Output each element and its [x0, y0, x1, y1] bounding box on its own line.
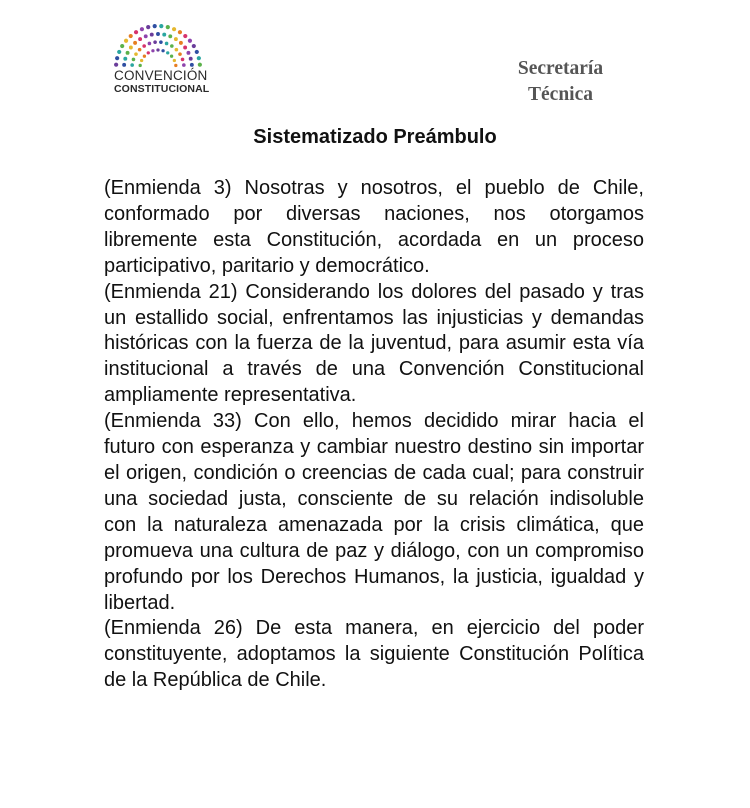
- logo-dot: [146, 25, 150, 29]
- logo-dot: [139, 64, 142, 67]
- logo-dot: [140, 27, 144, 31]
- department-label: Secretaría Técnica: [517, 58, 604, 105]
- logo-dot: [129, 34, 133, 38]
- logo-dot: [183, 34, 187, 38]
- logo-dot: [147, 51, 150, 54]
- logo-dot: [156, 32, 160, 36]
- logo-dot: [129, 46, 133, 50]
- logo-dot: [144, 34, 148, 38]
- logo-dot: [140, 59, 143, 62]
- convencion-logo: [108, 22, 218, 94]
- logo-dot: [120, 44, 124, 48]
- paragraph-enmienda-21: (Enmienda 21) Considerando los dolores del pasado y tras un estallido social, enfrentamos las injusticias y demandas históricas con la fuerza de la juventud, para asumir esta vía institucional a través de una Convención Constitucional ampliamente representativa.: [104, 280, 644, 407]
- logo-dot: [197, 56, 201, 60]
- logo-dot: [150, 33, 154, 37]
- logo-dot: [156, 48, 159, 51]
- logo-dot: [126, 51, 130, 55]
- logo-dot: [133, 41, 137, 45]
- logo-dot: [188, 39, 192, 43]
- logo-dot: [189, 57, 193, 61]
- logo-dot: [153, 40, 157, 44]
- document-title: Sistematizado Preámbulo: [253, 126, 497, 148]
- logo-dot: [148, 42, 152, 46]
- logo-dot: [181, 58, 185, 62]
- logo-dot: [132, 58, 136, 62]
- logo-dot: [174, 37, 178, 41]
- logo-dot: [175, 48, 179, 52]
- logo-dot: [165, 42, 169, 46]
- logo-dot: [122, 63, 126, 67]
- logo-dot: [182, 63, 186, 67]
- logo-dot: [173, 59, 176, 62]
- logo-dot: [162, 33, 166, 37]
- logo-dot: [198, 63, 202, 67]
- logo-text-line2: CONSTITUCIONAL: [114, 83, 210, 95]
- logo-dot: [138, 37, 142, 41]
- logo-dot: [130, 63, 134, 67]
- logo-dot: [168, 34, 172, 38]
- logo-dot: [124, 39, 128, 43]
- logo-dot: [142, 44, 146, 48]
- logo-dot: [115, 56, 119, 60]
- document-body: [104, 176, 644, 694]
- paragraph-enmienda-26: (Enmienda 26) De esta manera, en ejercicio del poder constituyente, adoptamos la siguiente Constitución Política de la República de Chile.: [104, 617, 644, 692]
- convencion-arc-icon: [108, 22, 218, 70]
- logo-dot: [195, 50, 199, 54]
- logo-dot: [134, 52, 138, 56]
- paragraph-enmienda-33: (Enmienda 33) Con ello, hemos decidido mirar hacia el futuro con esperanza y cambiar nuestro destino sin importar el origen, condición o creencias de cada cual; para construir una sociedad justa, consciente de su relación indisoluble con la naturaleza amenazada por la crisis climática, que promueva una cultura de paz y diálogo, con un compromiso profundo por los Derechos Humanos, la justicia, igualdad y libertad.: [104, 410, 644, 614]
- logo-dot: [186, 51, 190, 55]
- logo-text-line1: CONVENCIÓN: [114, 68, 208, 83]
- logo-dot: [138, 48, 142, 52]
- logo-dot: [174, 64, 177, 67]
- logo-dot: [178, 30, 182, 34]
- logo-dot: [170, 55, 173, 58]
- logo-dot: [134, 30, 138, 34]
- logo-dot: [179, 41, 183, 45]
- logo-dot: [123, 57, 127, 61]
- logo-dot: [159, 40, 163, 44]
- logo-dot: [166, 25, 170, 29]
- logo-dot: [178, 52, 182, 56]
- logo-dot: [183, 46, 187, 50]
- logo-dot: [117, 50, 121, 54]
- logo-dot: [114, 63, 118, 67]
- paragraph-enmienda-3: (Enmienda 3) Nosotras y nosotros, el pueblo de Chile, conformado por diversas naciones, nos otorgamos libremente esta Constitución, acordada en un proceso participativo, paritario y democrático.: [104, 177, 644, 277]
- logo-dot: [143, 55, 146, 58]
- logo-dot: [151, 49, 154, 52]
- logo-dot: [170, 44, 174, 48]
- logo-dot: [161, 49, 164, 52]
- logo-dot: [153, 24, 157, 28]
- logo-dot: [190, 63, 194, 67]
- logo-dot: [166, 51, 169, 54]
- logo-dot: [172, 27, 176, 31]
- logo-dot: [192, 44, 196, 48]
- logo-dot: [159, 24, 163, 28]
